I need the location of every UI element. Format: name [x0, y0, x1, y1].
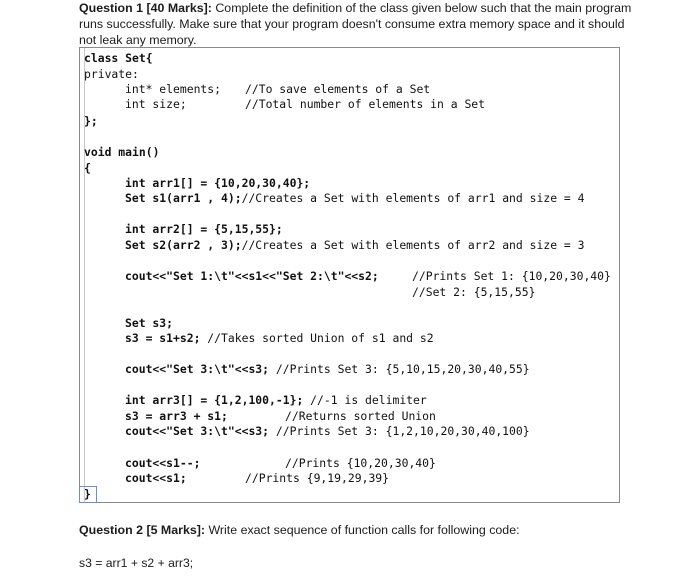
s1-comment: //Creates a Set with elements of arr1 and size = 4 [241, 191, 585, 205]
question-1-line-1-rest: Complete the definition of the class given below such that the main program [211, 1, 632, 15]
cout-set-3: cout<<"Set 3:\t"<<s3; [125, 362, 270, 376]
s3-declaration: Set s3; [125, 316, 174, 330]
arr3-line [125, 393, 427, 407]
main-declaration: void main() [84, 145, 160, 159]
question-1-line-2: runs successfully. Make sure that your program doesn't consume extra memory space and it should [79, 17, 625, 31]
cout-s1: cout<<s1; [125, 471, 187, 485]
s1-declaration: Set s1(arr1 , 4); [125, 191, 242, 205]
question-2-text [79, 522, 520, 538]
member-elements: int* elements; [125, 82, 222, 96]
member-size-comment: //Total number of elements in a Set [245, 97, 486, 111]
arr3-declaration: int arr3[] = {1,2,100,-1}; [125, 393, 304, 407]
class-end: }; [84, 114, 98, 128]
cout-set-3-line [125, 362, 530, 376]
cout-s1-comment: //Prints {9,19,29,39} [245, 471, 390, 485]
cout-set-3-union-line [125, 424, 530, 438]
question-1-line-3: not leak any memory. [79, 33, 197, 47]
member-elements-comment: //To save elements of a Set [245, 82, 431, 96]
s3-union: s3 = s1+s2; [125, 331, 201, 345]
class-declaration: class Set{ [84, 51, 153, 65]
question-2-rest: Write exact sequence of function calls for following code: [205, 523, 520, 537]
s3-arr3-assignment: s3 = arr3 + s1; [125, 409, 228, 423]
cout-sets-1-2-comment: //Prints Set 1: {10,20,30,40} [412, 269, 611, 283]
arr2-declaration: int arr2[] = {5,15,55}; [125, 222, 283, 236]
s2-comment: //Creates a Set with elements of arr2 and size = 3 [241, 238, 585, 252]
question-1-label: Question 1 [40 Marks]: [79, 1, 212, 15]
arr3-comment: //-1 is delimiter [310, 393, 427, 407]
member-size: int size; [125, 97, 187, 111]
question-1-line-1 [79, 0, 639, 16]
s3-arr3-comment: //Returns sorted Union [285, 409, 436, 423]
main-open-brace: { [84, 161, 91, 175]
question-2-expression: s3 = arr1 + s2 + arr3; [79, 556, 194, 570]
cout-set-3-union: cout<<"Set 3:\t"<<s3; [125, 424, 270, 438]
s1-line [125, 191, 584, 205]
cout-s1-decrement: cout<<s1--; [125, 456, 201, 470]
s3-union-line [125, 331, 434, 345]
arr1-declaration: int arr1[] = {10,20,30,40}; [125, 176, 311, 190]
cout-set-3-comment: //Prints Set 3: {5,10,15,20,30,40,55} [275, 362, 530, 376]
cout-sets-1-2: cout<<"Set 1:\t"<<s1<<"Set 2:\t"<<s2; [125, 269, 379, 283]
private-specifier: private: [84, 67, 139, 81]
question-2-label: Question 2 [5 Marks]: [79, 523, 205, 537]
s2-line [125, 238, 584, 252]
question-1-text [79, 0, 639, 48]
s3-union-comment: //Takes sorted Union of s1 and s2 [207, 331, 434, 345]
cout-s1-decrement-comment: //Prints {10,20,30,40} [285, 456, 436, 470]
cout-set-3-union-comment: //Prints Set 3: {1,2,10,20,30,40,100} [275, 424, 530, 438]
s2-declaration: Set s2(arr2 , 3); [125, 238, 242, 252]
cout-sets-1-2-comment-2: //Set 2: {5,15,55} [412, 285, 536, 299]
main-close-brace: } [84, 487, 91, 501]
